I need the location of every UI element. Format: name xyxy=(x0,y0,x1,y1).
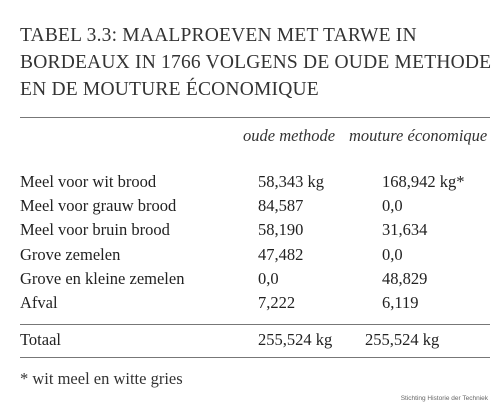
caption-line-3: EN DE MOUTURE ÉCONOMIQUE xyxy=(20,79,319,100)
table-row xyxy=(20,218,490,242)
cell-oude-methode: 84,587 xyxy=(258,196,304,216)
table-row xyxy=(20,243,490,267)
cell-oude-methode: 7,222 xyxy=(258,292,296,312)
cell-mouture-economique: 31,634 xyxy=(382,220,428,240)
caption-line-1: TABEL 3.3: MAALPROEVEN MET TARWE IN xyxy=(20,25,417,46)
row-label: Meel voor grauw brood xyxy=(20,196,177,216)
cell-mouture-economique: 0,0 xyxy=(382,196,403,216)
table-top-rule xyxy=(20,117,490,118)
cell-oude-methode: 58,190 xyxy=(258,220,304,240)
caption-line-2: BORDEAUX IN 1766 VOLGENS DE OUDE METHODE xyxy=(20,52,492,73)
total-oude-methode: 255,524 kg xyxy=(258,330,333,349)
cell-mouture-economique: 168,942 kg* xyxy=(382,172,465,191)
cell-mouture-economique: 0,0 xyxy=(382,244,403,264)
column-header-oude-methode: oude methode xyxy=(243,126,336,145)
cell-oude-methode: 0,0 xyxy=(258,268,279,288)
table-caption xyxy=(20,22,490,103)
table-row xyxy=(20,291,490,315)
row-label: Grove zemelen xyxy=(20,244,121,264)
total-mouture-economique: 255,524 kg xyxy=(365,330,440,349)
row-label: Meel voor wit brood xyxy=(20,172,157,191)
total-rule xyxy=(20,324,490,325)
cell-oude-methode: 58,343 kg xyxy=(258,172,324,191)
column-header-mouture-economique: mouture économique xyxy=(349,126,488,145)
footnote: * wit meel en witte gries xyxy=(20,369,183,388)
total-row xyxy=(20,327,490,353)
total-label: Totaal xyxy=(20,330,61,349)
source-credit: Stichting Historie der Techniek xyxy=(400,395,488,402)
row-label: Meel voor bruin brood xyxy=(20,220,170,240)
row-label: Grove en kleine zemelen xyxy=(20,268,185,288)
row-label: Afval xyxy=(20,292,58,312)
cell-mouture-economique: 48,829 xyxy=(382,268,428,288)
table-row xyxy=(20,194,490,218)
cell-oude-methode: 47,482 xyxy=(258,244,304,264)
table-body xyxy=(20,170,490,315)
cell-mouture-economique: 6,119 xyxy=(382,292,419,312)
table-row xyxy=(20,267,490,291)
table-bottom-rule xyxy=(20,357,490,358)
table-row xyxy=(20,170,490,194)
